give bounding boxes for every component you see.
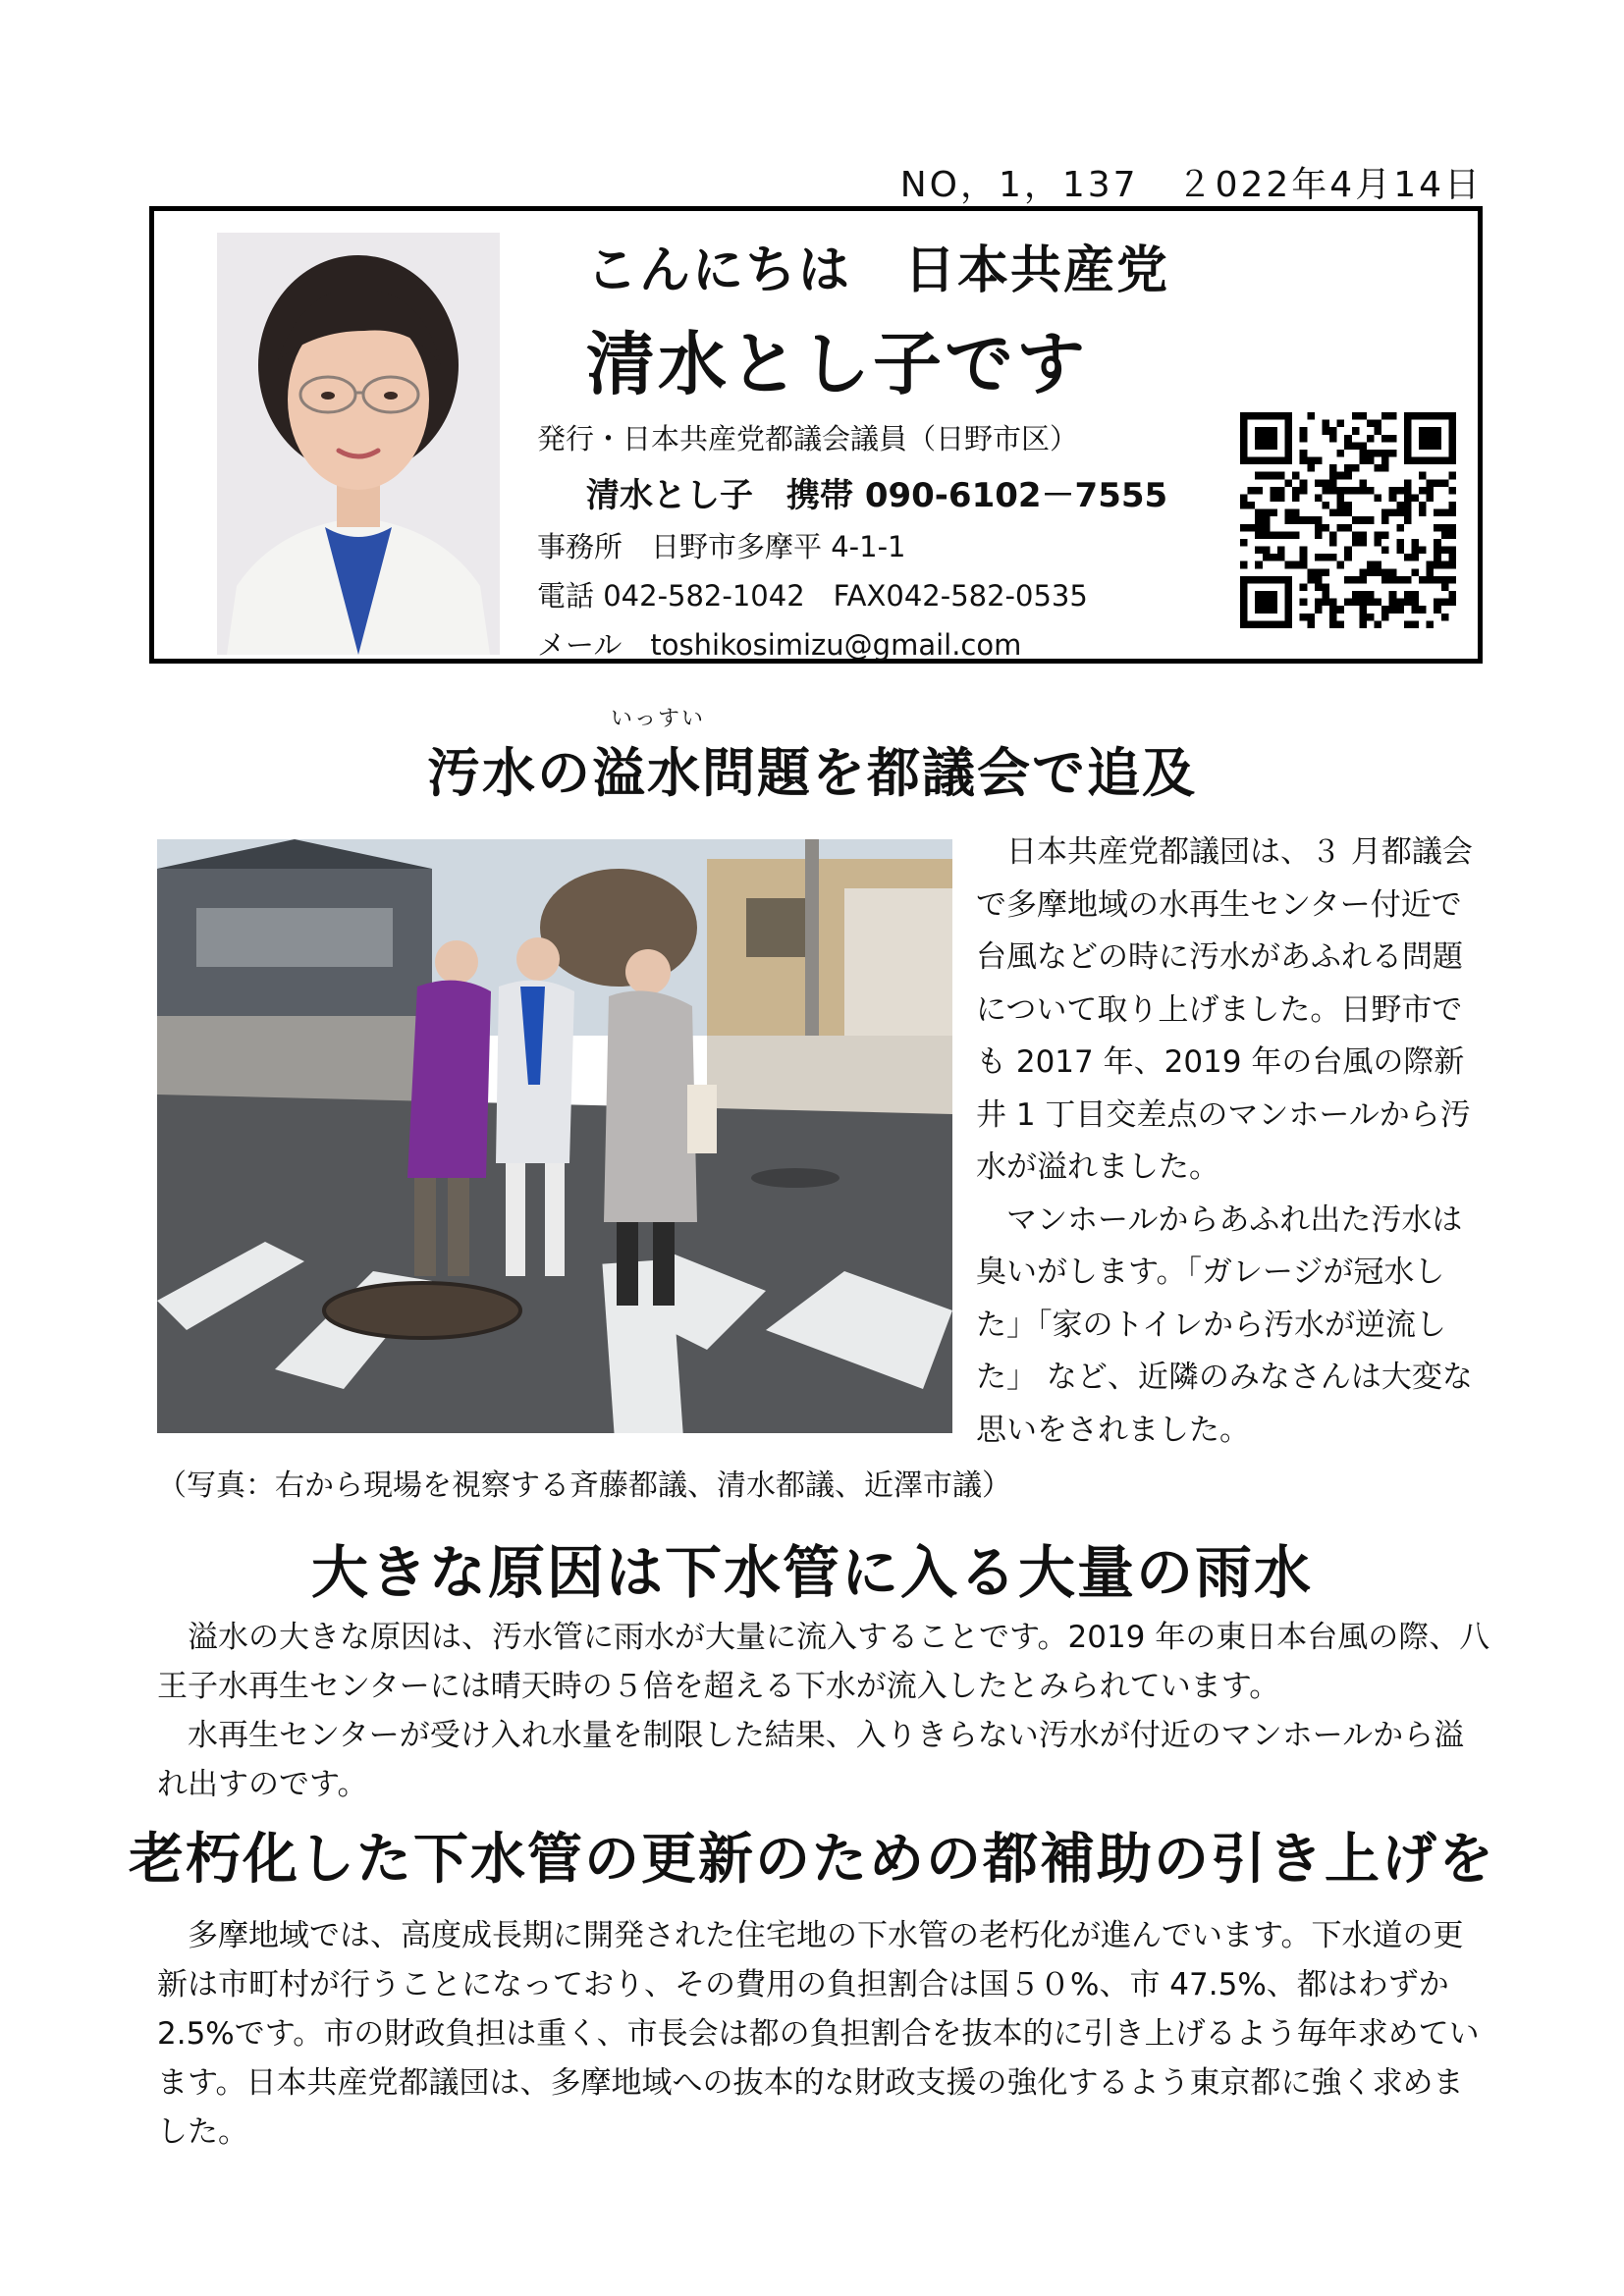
headline-subsidy-increase: 老朽化した下水管の更新のための都補助の引き上げを (129, 1828, 1495, 1892)
phone-fax: 電話 042-582-1042 FAX042-582-0535 (537, 579, 1088, 613)
article1-paragraph: マンホールからあふれ出た汚水は臭いがします。「ガレージが冠水した」「家のトイレから汚水が逆流した」 など、近隣のみなさんは大変な思いをされました。 (976, 1201, 1473, 1448)
office-address: 事務所 日野市多摩平 4-1-1 (537, 530, 906, 563)
issue-number-date: NO，1，137 ２022年4月14日 (899, 165, 1483, 205)
photo-caption: （写真：右から現場を視察する斉藤都議、清水都議、近澤市議） (157, 1468, 1011, 1503)
mobile-contact: 清水とし子 携帯 090-6102－7555 (586, 476, 1168, 515)
article1-paragraph: 日本共産党都議団は、３ 月都議会で多摩地域の水再生センター付近で台風などの時に汚水があふれる問題について取り上げました。日野市でも 2017 年、2019 年の台風の際新井 1 丁目交差点のマンホールから汚水が溢れました。 (976, 834, 1473, 1185)
article2-body (157, 1613, 1492, 1809)
publisher-line: 発行・日本共産党都議会議員（日野市区） (537, 422, 1079, 455)
greeting-title: こんにちは 日本共産党 (586, 241, 1170, 300)
furigana-reading: いっすい (610, 707, 705, 731)
article3-body (157, 1911, 1492, 2157)
qr-code (1240, 412, 1456, 628)
headline-overflow-issue: 汚水の溢水問題を都議会で追及 (427, 742, 1197, 804)
representative-name: 清水とし子です (586, 324, 1088, 404)
headline-rainwater-cause: 大きな原因は下水管に入る大量の雨水 (310, 1539, 1313, 1606)
article1-body (976, 827, 1487, 1457)
email-line: メール toshikosimizu@gmail.com (537, 628, 1022, 662)
article2-paragraph: 溢水の大きな原因は、汚水管に雨水が大量に流入することです。2019 年の東日本台風の際、八王子水再生センターには晴天時の５倍を超える下水が流入したとみられています。 (157, 1620, 1490, 1704)
portrait-photo (217, 233, 500, 655)
article3-paragraph: 多摩地域では、高度成長期に開発された住宅地の下水管の老朽化が進んでいます。下水道の更新は市町村が行うことになっており、その費用の負担割合は国５０%、市 47.5%、都はわずか 2.5%です。市の財政負担は重く、市長会は都の負担割合を抜本的に引き上げるよう毎年求めています。日本共産党都議団は、多摩地域への抜本的な財政支援の強化するよう東京都に強く求めました。 (157, 1918, 1480, 2150)
site-inspection-photo (157, 839, 952, 1433)
newsletter-header (149, 206, 1483, 664)
article2-paragraph: 水再生センターが受け入れ水量を制限した結果、入りきらない汚水が付近のマンホールから溢れ出すのです。 (157, 1718, 1465, 1802)
